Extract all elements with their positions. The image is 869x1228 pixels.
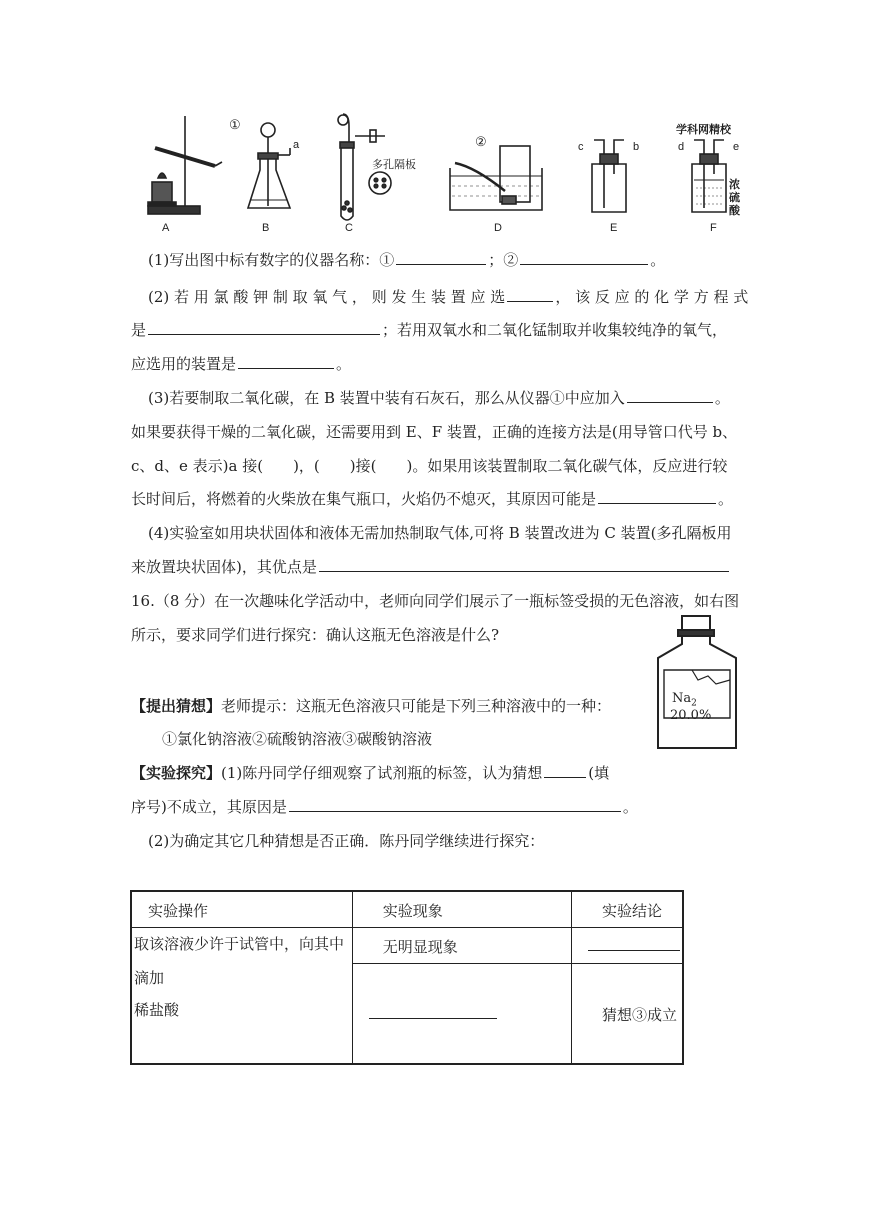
label-c: C [345,222,353,234]
q1-blank-1[interactable] [396,250,486,265]
phenomenon-row2-blank[interactable] [369,1004,497,1019]
bottle-label-sub: 2 [691,698,697,709]
port-c-label: c [578,141,584,153]
acid-label-1: 浓 [729,179,740,191]
apparatus-a [148,116,222,214]
guess-text: 老师提示：这瓶无色溶液只可能是下列三种溶液中的一种： [221,697,612,715]
q1-end: 。 [650,251,666,269]
label-e: E [610,222,618,234]
port-b-label: b [633,141,640,153]
header-conclusion-text: 实验结论 [602,902,663,920]
experiment-table [130,890,684,1065]
q4-line-1 [148,522,731,543]
q1-blank-2[interactable] [520,250,648,265]
q1-mid: ；② [488,251,519,269]
guess-tag: 【提出猜想】 [131,697,222,715]
conclusion-row2 [572,963,684,1064]
reason-line [131,796,638,817]
q3-line-2 [131,421,737,442]
q16-text-2: 所示，要求同学们进行探究：确认这瓶无色溶液是什么? [131,626,500,644]
q16-line-1 [131,590,739,611]
q3-blank-1[interactable] [627,388,713,403]
port-a-label: a [293,139,300,151]
q2-text-2: 是 [131,321,147,339]
q2-line-3 [131,353,351,374]
port-e-label: e [733,141,740,153]
operation-cell [131,927,352,1064]
q2-text-1-end: ， 该 反 应 的 化 学 方 程 式 [555,288,749,306]
q4-blank[interactable] [319,557,729,572]
reason-end: 。 [622,798,638,816]
q2-blank-3[interactable] [238,354,334,369]
reason-text: 序号)不成立，其原因是 [131,798,287,816]
q2-text-1: (2) 若 用 氯 酸 钾 制 取 氧 气 ， 则 发 生 装 置 应 选 [148,288,506,306]
explore-tag: 【实验探究】 [131,764,222,782]
watermark-text: 学科网精校 [676,124,731,136]
operation-line-2: 滴加 [134,968,165,987]
explore-text: (1)陈丹同学仔细观察了试剂瓶的标签，认为猜想 [221,764,543,782]
q2-line-2 [131,319,727,340]
q4-text-2: 来放置块状固体)，其优点是 [131,558,317,576]
port-d-label: d [678,141,685,153]
q4-text-1: (4)实验室如用块状固体和液体无需加热制取气体,可将 B 装置改进为 C 装置(多孔隔板用 [148,524,732,542]
label-f: F [710,222,717,234]
conclusion-row2-text: 猜想③成立 [602,1005,678,1024]
conclusion-row1-blank[interactable] [588,936,680,951]
apparatus-f [692,140,726,212]
bottle-label-percent: 20.0% [670,708,712,723]
marker-1: ① [229,117,241,132]
reason-blank[interactable] [289,797,621,812]
apparatus-d [450,146,542,210]
q3-text-1-end: 。 [714,389,730,407]
q3-text-4: 长时间后，将燃着的火柴放在集气瓶口，火焰仍不熄灭，其原因可能是 [131,490,597,508]
explore-end: (填 [588,764,610,782]
conclusion-row1 [572,927,684,963]
q3-line-3 [131,455,727,476]
operation-line-3: 稀盐酸 [134,1000,180,1019]
q3-text-2: 如果要获得干燥的二氧化碳，还需要用到 E、F 装置，正确的连接方法是(用导管口代号 b、 [131,423,738,441]
operation-line-1: 取该溶液少许于试管中，向其中 [134,934,345,953]
q3-text-4-end: 。 [718,490,734,508]
label-d: D [494,222,502,234]
q2-blank-2[interactable] [148,320,380,335]
q2-text-3-end: 。 [336,355,352,373]
plate-label: 多孔隔板 [372,159,416,171]
q2-blank-1[interactable] [507,287,553,302]
q2-text-2-end: ；若用双氧水和二氧化锰制取并收集较纯净的氧气， [382,321,728,339]
phenomenon-row1 [352,927,571,963]
apparatus-e [592,140,626,212]
q3-text-1: (3)若要制取二氧化碳，在 B 装置中装有石灰石，那么从仪器①中应加入 [148,389,625,407]
q16-text-1: 16.（8 分）在一次趣味化学活动中，老师向同学们展示了一瓶标签受损的无色溶液，如右图 [131,592,740,610]
marker-2: ② [475,134,487,149]
phenomenon-row1-text: 无明显现象 [382,937,458,956]
acid-label-2: 硫 [729,192,740,204]
q4-line-2 [131,556,731,577]
header-operation-text: 实验操作 [148,902,209,920]
bottle-label-na-text: Na [672,691,692,706]
part2-text: (2)为确定其它几种猜想是否正确．陈丹同学继续进行探究： [148,832,545,850]
q3-text-3: c、d、e 表示)a 接( )，( )接( )。如果用该装置制取二氧化碳气体，反应进行较 [131,457,728,475]
header-operation [131,891,352,927]
explore-line [131,762,609,783]
label-b: B [262,222,270,234]
options-text: ①氯化钠溶液②硫酸钠溶液③碳酸钠溶液 [162,730,433,748]
reagent-bottle-figure [652,612,742,754]
q1-line [148,249,665,270]
guess-line [131,695,611,716]
q3-line-4 [131,488,733,509]
header-phenomenon-text: 实验现象 [382,902,443,920]
acid-label-3: 酸 [729,205,740,217]
part2-line [148,830,544,851]
q3-blank-2[interactable] [598,489,716,504]
apparatus-figure [130,108,750,238]
explore-blank[interactable] [544,763,586,778]
header-conclusion [572,891,684,927]
phenomenon-row2 [352,963,571,1064]
apparatus-b [248,123,290,208]
q2-text-3: 应选用的装置是 [131,355,237,373]
q3-line-1 [148,387,730,408]
q16-line-2 [131,624,499,645]
q1-text: (1)写出图中标有数字的仪器名称：① [148,251,395,269]
options-line [162,728,432,749]
bottle-label-na [672,691,697,709]
label-a: A [162,222,170,234]
q2-line-1 [148,286,748,307]
header-phenomenon [352,891,571,927]
